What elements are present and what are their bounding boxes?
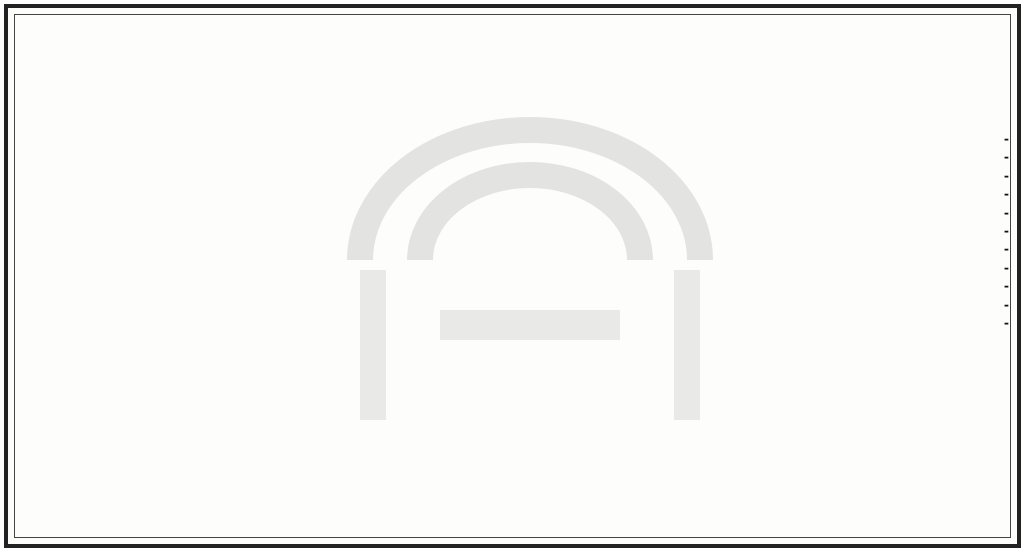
item-opening-time: [20, 277, 1009, 295]
item-doc-deadline: [20, 240, 1009, 258]
item-guarantee: [20, 167, 1009, 185]
notice-body: [20, 130, 1009, 332]
item-other-info: [20, 204, 1009, 222]
item-rights: [20, 185, 1009, 203]
item-estimate: [20, 130, 1009, 148]
item-contact: [20, 314, 1009, 332]
item-publish-date: [20, 222, 1009, 240]
notice-topline: [20, 8, 1009, 28]
item-bid-deadline: [20, 259, 1009, 277]
item-delivery-place: [20, 296, 1009, 314]
municipality-logo: [30, 30, 240, 120]
item-duration: [20, 148, 1009, 166]
publication-dates: [20, 492, 1009, 510]
